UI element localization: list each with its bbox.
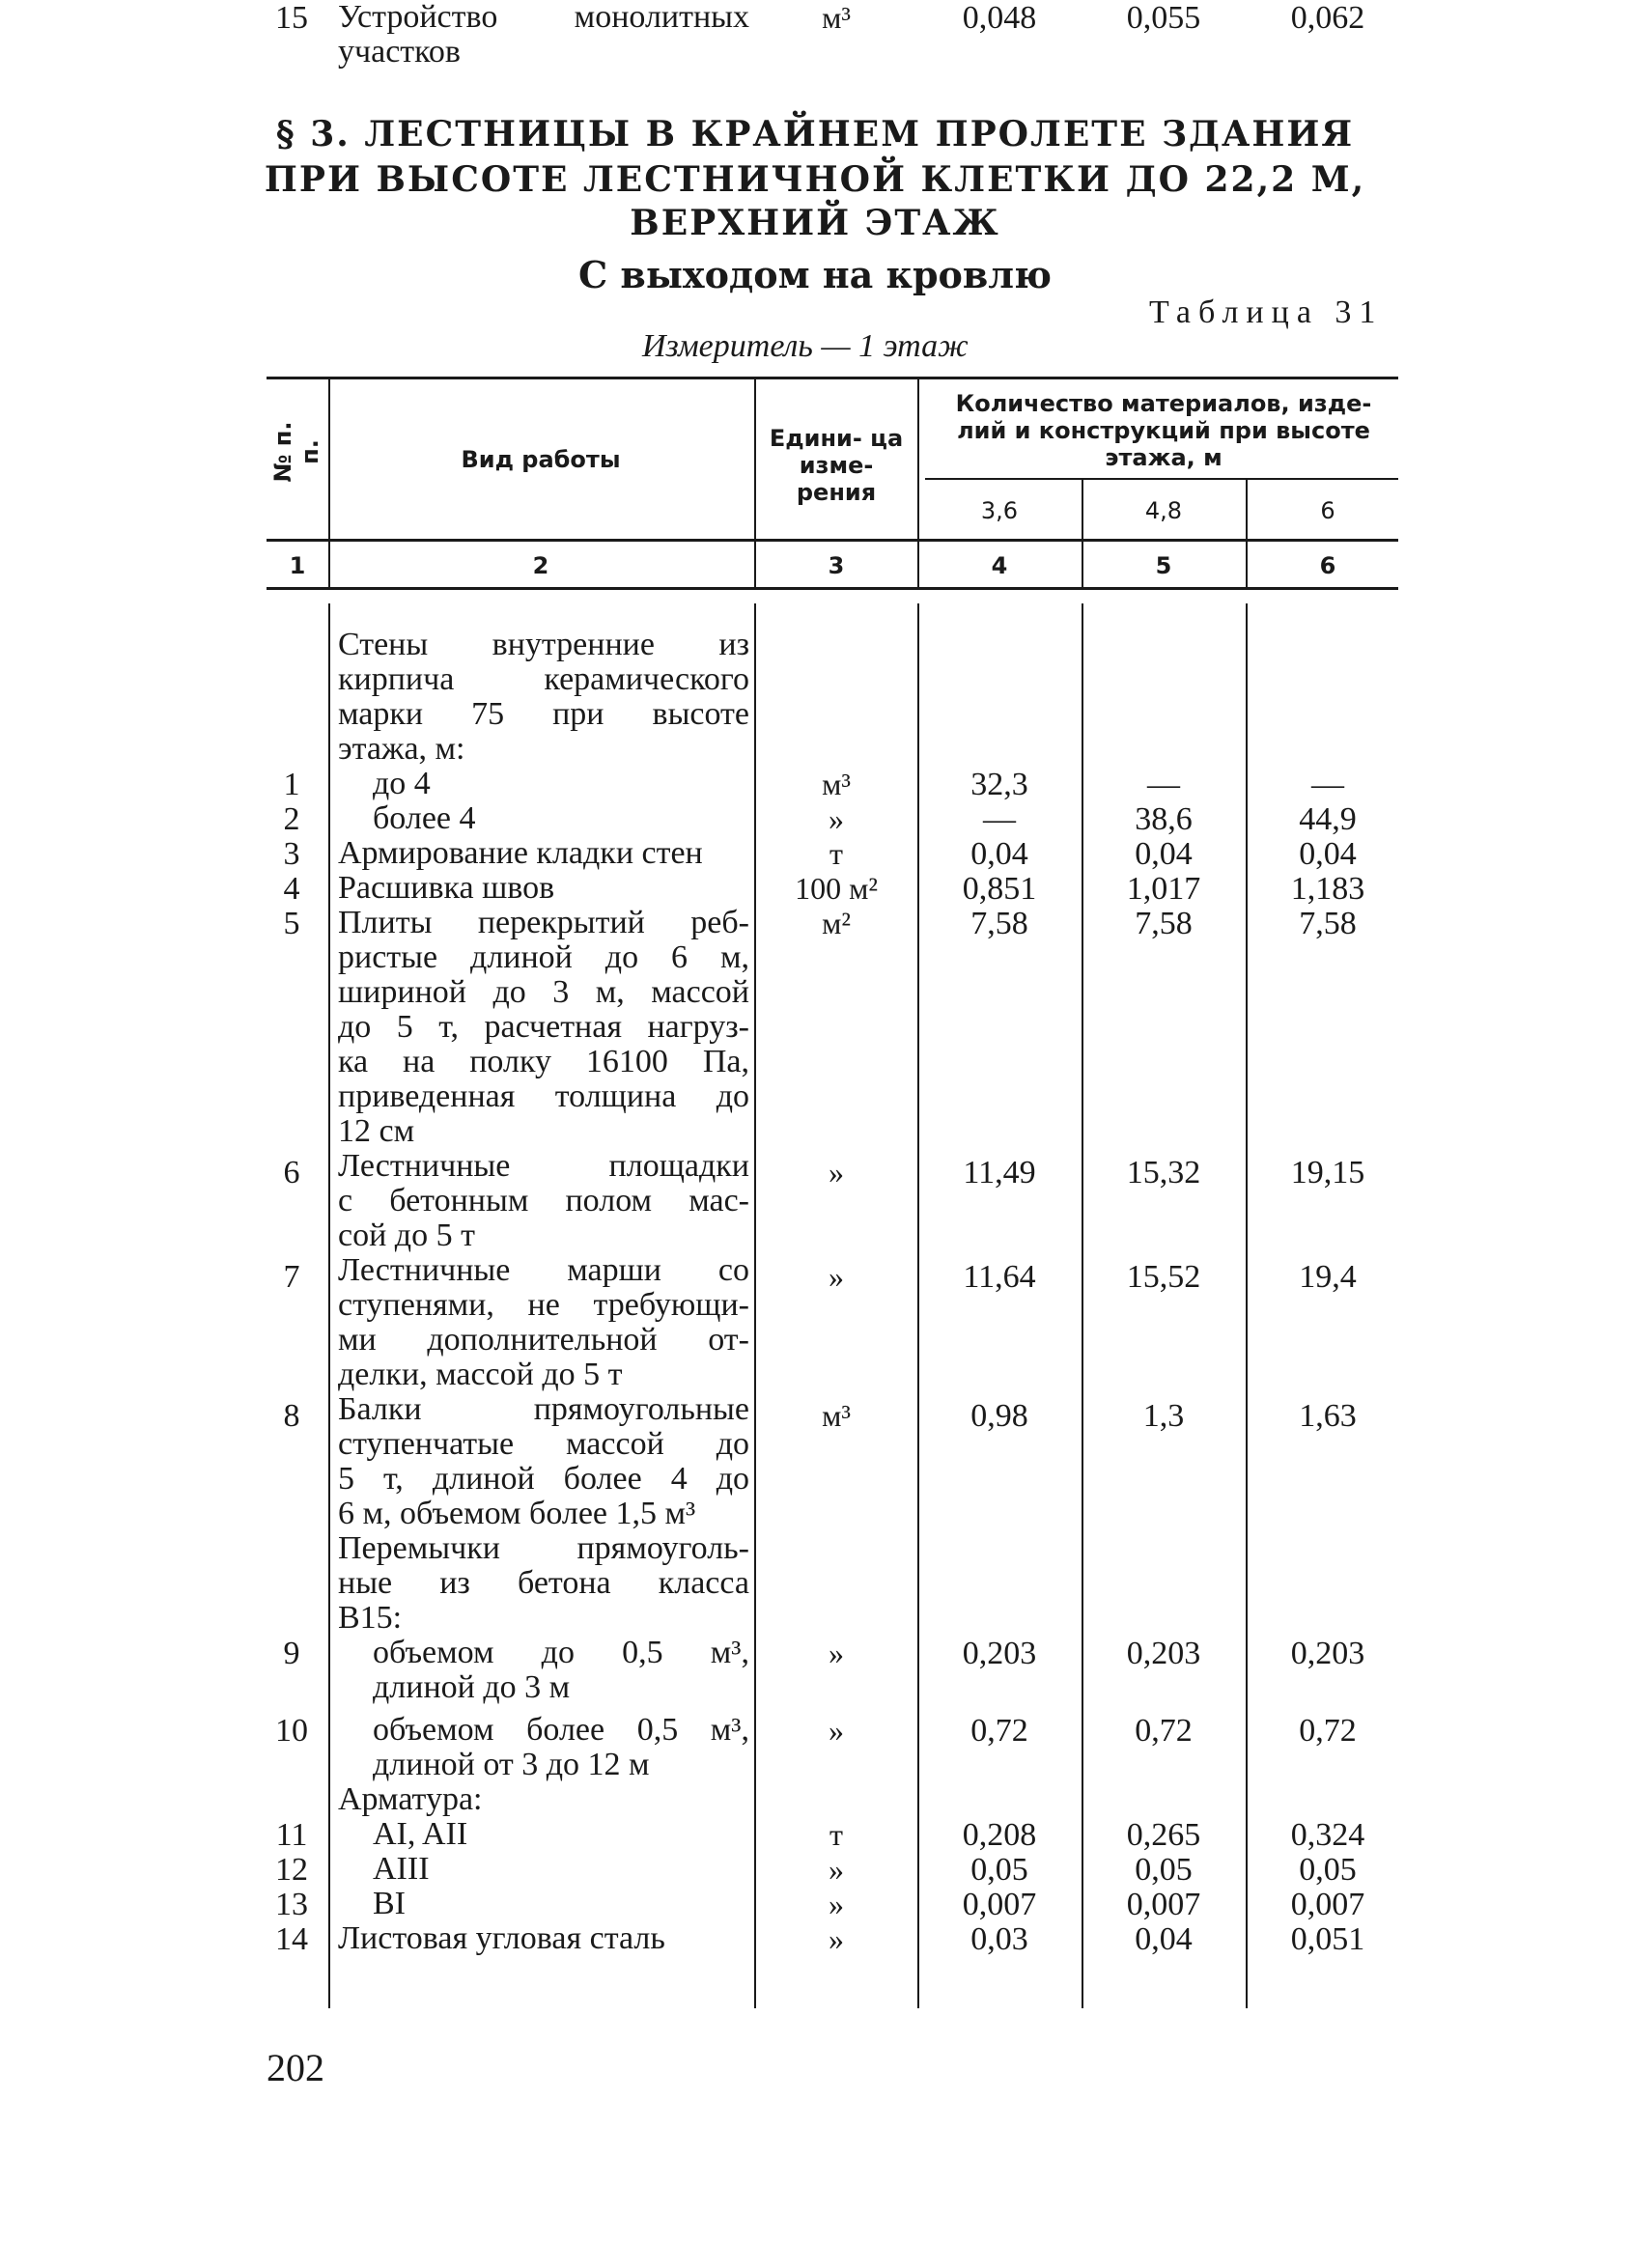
row-work-description (338, 628, 749, 767)
col-divider-4 (1082, 480, 1083, 587)
row-value-3-6: 11,49 (963, 1155, 1036, 1190)
header-row-number: № п. п. (269, 421, 323, 483)
row-value-6: 0,051 (1290, 1921, 1365, 1957)
row-value-3-6: 0,05 (970, 1852, 1028, 1888)
colnum-6: 6 (1319, 552, 1336, 579)
row-number: 3 (283, 836, 300, 872)
row-value-6: 1,183 (1290, 871, 1365, 907)
body-divider-1 (328, 603, 330, 2008)
row-unit: т (829, 1817, 843, 1852)
row-unit: м³ (822, 767, 851, 801)
work-line: марки 75 при высоте (338, 696, 749, 732)
row-work-description (338, 836, 749, 871)
work-line: длиной от 3 до 12 м (373, 1747, 650, 1782)
row-work-description (373, 1713, 749, 1782)
work-line: ступенчатые массой до (338, 1426, 749, 1462)
row-value-4-8: 0,04 (1135, 1921, 1193, 1957)
work-line: AIII (373, 1851, 430, 1887)
row-work-description (338, 906, 749, 1149)
row-work-description (338, 1149, 749, 1253)
row-work-description (373, 1817, 749, 1852)
work-line: Стены внутренние из (338, 627, 749, 662)
section-heading-line2: ПРИ ВЫСОТЕ ЛЕСТНИЧНОЙ КЛЕТКИ ДО 22,2 М, (264, 159, 1366, 200)
header-unit: Едини- ца изме- рения (769, 425, 904, 506)
work-line: Перемычки прямоуголь- (338, 1530, 749, 1566)
colnum-5: 5 (1155, 552, 1172, 579)
row-value-3-6: 7,58 (970, 906, 1028, 941)
row-value-4-8: 15,32 (1126, 1155, 1201, 1190)
row-unit: » (829, 1155, 844, 1190)
row-work-description (373, 801, 749, 836)
row-number: 8 (283, 1398, 300, 1434)
row-value-3-6: 11,64 (963, 1259, 1036, 1295)
work-line: Арматура: (338, 1781, 483, 1817)
row-value-3-6: 0,72 (970, 1713, 1028, 1749)
work-line: Армирование кладки стен (338, 835, 703, 871)
work-line: до 5 т, расчетная нагруз- (338, 1009, 749, 1045)
section-heading-line1: § 3. ЛЕСТНИЦЫ В КРАЙНЕМ ПРОЛЕТЕ ЗДАНИЯ (275, 114, 1355, 154)
row-value-6: 0,062 (1290, 0, 1365, 36)
row-work-description (338, 871, 749, 906)
work-line: с бетонным полом мас- (338, 1183, 749, 1218)
work-line: этажа, м: (338, 731, 465, 767)
body-divider-5 (1246, 603, 1248, 2008)
row-value-4-8: 0,05 (1135, 1852, 1193, 1888)
work-line: ристые длиной до 6 м, (338, 939, 749, 975)
row-unit: т (829, 836, 843, 871)
colnum-bottom-rule (267, 587, 1398, 590)
row-unit: м² (822, 906, 851, 940)
row-value-3-6: 0,03 (970, 1921, 1028, 1957)
work-line: объемом более 0,5 м³, (373, 1712, 749, 1748)
table-top-rule (267, 377, 1398, 379)
row-value-3-6: 0,048 (962, 0, 1037, 36)
section-heading-line3: ВЕРХНИЙ ЭТАЖ (630, 203, 1000, 243)
row-value-3-6: 0,04 (970, 836, 1028, 872)
header-quantity: Количество материалов, изде- лий и конструкций при высоте этажа, м (955, 390, 1372, 471)
work-line: участков (338, 34, 461, 70)
row-value-4-8: 0,72 (1135, 1713, 1193, 1749)
body-divider-3 (917, 603, 919, 2008)
row-value-6: 0,007 (1290, 1887, 1365, 1922)
subheader-rule (925, 478, 1398, 480)
row-value-4-8: 0,265 (1126, 1817, 1201, 1853)
row-value-6: 0,324 (1290, 1817, 1365, 1853)
work-line: до 4 (373, 766, 431, 801)
header-height-4-8: 4,8 (1144, 497, 1183, 524)
row-number: 6 (283, 1155, 300, 1190)
colnum-1: 1 (289, 552, 306, 579)
work-line: делки, массой до 5 т (338, 1357, 623, 1392)
row-value-3-6: 32,3 (970, 767, 1028, 802)
row-unit: » (829, 1259, 844, 1294)
work-line: Плиты перекрытий реб- (338, 905, 749, 940)
work-line: ми дополнительной от- (338, 1322, 749, 1358)
header-work-type: Вид работы (461, 446, 621, 473)
row-value-4-8: 0,055 (1126, 0, 1201, 36)
header-height-3-6: 3,6 (980, 497, 1019, 524)
row-value-4-8: 0,04 (1135, 836, 1193, 872)
body-divider-2 (754, 603, 756, 2008)
row-number: 5 (283, 906, 300, 941)
work-line: BI (373, 1886, 406, 1921)
row-unit: » (829, 1921, 844, 1956)
work-line: ка на полку 16100 Па, (338, 1044, 749, 1079)
row-value-6: 19,15 (1290, 1155, 1365, 1190)
row-number: 12 (275, 1852, 308, 1888)
col-divider-3 (917, 379, 919, 587)
row-value-6: — (1311, 767, 1344, 802)
work-line: Расшивка швов (338, 870, 555, 906)
row-number: 13 (275, 1887, 308, 1922)
measure-unit-caption: Измеритель — 1 этаж (642, 328, 969, 364)
row-value-3-6: 0,007 (962, 1887, 1037, 1922)
row-value-4-8: 38,6 (1135, 801, 1193, 837)
body-divider-4 (1082, 603, 1083, 2008)
row-value-6: 0,203 (1290, 1636, 1365, 1671)
work-line: 6 м, объемом более 1,5 м³ (338, 1496, 696, 1531)
row-unit: м³ (822, 0, 851, 35)
work-line: Балки прямоугольные (338, 1391, 749, 1427)
row-value-3-6: 0,208 (962, 1817, 1037, 1853)
row-number: 9 (283, 1636, 300, 1671)
row-work-description (338, 1253, 749, 1392)
row-value-3-6: — (983, 801, 1016, 837)
colnum-2: 2 (532, 552, 549, 579)
work-line: 5 т, длиной более 4 до (338, 1461, 749, 1497)
row-value-4-8: 1,3 (1142, 1398, 1185, 1434)
row-value-6: 19,4 (1299, 1259, 1357, 1295)
row-work-description (373, 767, 749, 801)
row-unit: » (829, 1713, 844, 1748)
section-subtitle: С выходом на кровлю (577, 253, 1053, 296)
colnum-3: 3 (828, 552, 845, 579)
work-line: Устройство монолитных (338, 0, 749, 35)
row-number: 4 (283, 871, 300, 907)
work-line: более 4 (373, 800, 476, 836)
row-unit: » (829, 1852, 844, 1887)
row-work-description (373, 1887, 749, 1921)
row-value-6: 7,58 (1299, 906, 1357, 941)
header-bottom-rule (267, 539, 1398, 542)
work-line: В15: (338, 1600, 403, 1636)
work-line: AI, AII (373, 1816, 468, 1852)
row-value-4-8: 0,007 (1126, 1887, 1201, 1922)
row-value-6: 0,05 (1299, 1852, 1357, 1888)
row-value-4-8: 1,017 (1126, 871, 1201, 907)
row-value-4-8: — (1147, 767, 1180, 802)
table-label: Таблица 31 (1149, 294, 1384, 330)
row-work-description (373, 1852, 749, 1887)
work-line: ступенями, не требующи- (338, 1287, 749, 1323)
work-line: Листовая угловая сталь (338, 1920, 665, 1956)
work-line: Лестничные площадки (338, 1148, 749, 1184)
row-value-3-6: 0,203 (962, 1636, 1037, 1671)
colnum-4: 4 (991, 552, 1008, 579)
row-unit: » (829, 1636, 844, 1670)
work-line: кирпича керамического (338, 661, 749, 697)
work-line: объемом до 0,5 м³, (373, 1635, 749, 1670)
row-number: 10 (275, 1713, 308, 1749)
work-line: 12 см (338, 1113, 415, 1149)
row-number: 15 (275, 0, 308, 36)
work-line: ные из бетона класса (338, 1565, 749, 1601)
row-unit: » (829, 1887, 844, 1921)
row-number: 14 (275, 1921, 308, 1957)
row-value-4-8: 7,58 (1135, 906, 1193, 941)
col-divider-5 (1246, 480, 1248, 587)
row-value-4-8: 0,203 (1126, 1636, 1201, 1671)
work-line: приведенная толщина до (338, 1078, 749, 1114)
col-divider-1 (328, 379, 330, 587)
row-work-description (373, 1636, 749, 1705)
work-line: сой до 5 т (338, 1218, 475, 1253)
row-work-description (338, 1782, 749, 1817)
row-value-6: 0,72 (1299, 1713, 1357, 1749)
row-work-description (338, 1392, 749, 1531)
row-number: 1 (283, 767, 300, 802)
row-value-3-6: 0,851 (962, 871, 1037, 907)
work-line: длиной до 3 м (373, 1669, 571, 1705)
row-number: 2 (283, 801, 300, 837)
row-value-4-8: 15,52 (1126, 1259, 1201, 1295)
row-work-description (338, 1531, 749, 1636)
row-unit: » (829, 801, 844, 836)
col-divider-2 (754, 379, 756, 587)
work-line: Лестничные марши со (338, 1252, 749, 1288)
row-unit: 100 м² (795, 871, 878, 906)
header-height-6: 6 (1320, 497, 1335, 524)
row-value-6: 0,04 (1299, 836, 1357, 872)
row-number: 11 (275, 1817, 308, 1853)
work-line: шириной до 3 м, массой (338, 974, 749, 1010)
row-work-description (338, 1921, 749, 1956)
row-value-3-6: 0,98 (970, 1398, 1028, 1434)
row-value-6: 1,63 (1299, 1398, 1357, 1434)
row-unit: м³ (822, 1398, 851, 1433)
row-value-6: 44,9 (1299, 801, 1357, 837)
row-number: 7 (283, 1259, 300, 1295)
page-number: 202 (267, 2046, 324, 2089)
row-work-description (338, 0, 749, 70)
